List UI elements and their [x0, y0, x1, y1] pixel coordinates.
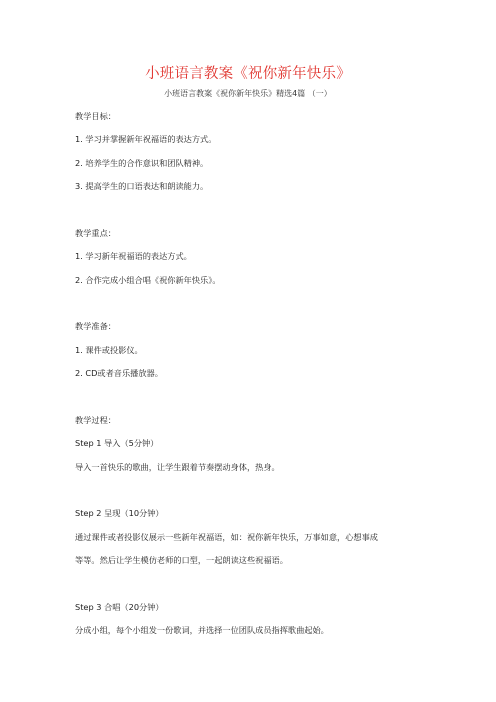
step-title: Step 2 呈现（10分钟） [75, 508, 164, 518]
objective-item: 3. 提高学生的口语表达和朗读能力。 [75, 181, 209, 191]
step-title: Step 1 导入（5分钟） [75, 438, 159, 448]
preparation-heading: 教学准备： [75, 321, 116, 331]
objectives-heading: 教学目标： [75, 111, 116, 121]
process-heading: 教学过程： [75, 415, 116, 425]
document-title: 小班语言教案《祝你新年快乐》 [145, 66, 351, 82]
key-point-item: 2. 合作完成小组合唱《祝你新年快乐》。 [75, 275, 221, 285]
document-subtitle: 小班语言教案《祝你新年快乐》精选4篇 （一） [164, 89, 332, 98]
key-point-item: 1. 学习新年祝福语的表达方式。 [75, 251, 192, 261]
step-text: 通过课件或者投影仪展示一些新年祝福语，如：祝你新年快乐，万事如意，心想事成 [75, 532, 378, 542]
objective-item: 1. 学习并掌握新年祝福语的表达方式。 [75, 134, 217, 144]
preparation-item: 2. CD或者音乐播放器。 [75, 368, 163, 378]
key-points-heading: 教学重点： [75, 228, 116, 238]
step-text: 等等。然后让学生模仿老师的口型，一起朗读这些祝福语。 [75, 555, 288, 565]
step-text: 分成小组，每个小组发一份歌词，并选择一位团队成员指挥歌曲起始。 [75, 625, 329, 635]
objective-item: 2. 培养学生的合作意识和团队精神。 [75, 158, 209, 168]
step-text: 导入一首快乐的歌曲，让学生跟着节奏摆动身体，热身。 [75, 462, 280, 472]
step-title: Step 3 合唱（20分钟） [75, 602, 164, 612]
preparation-item: 1. 课件或投影仪。 [75, 345, 143, 355]
